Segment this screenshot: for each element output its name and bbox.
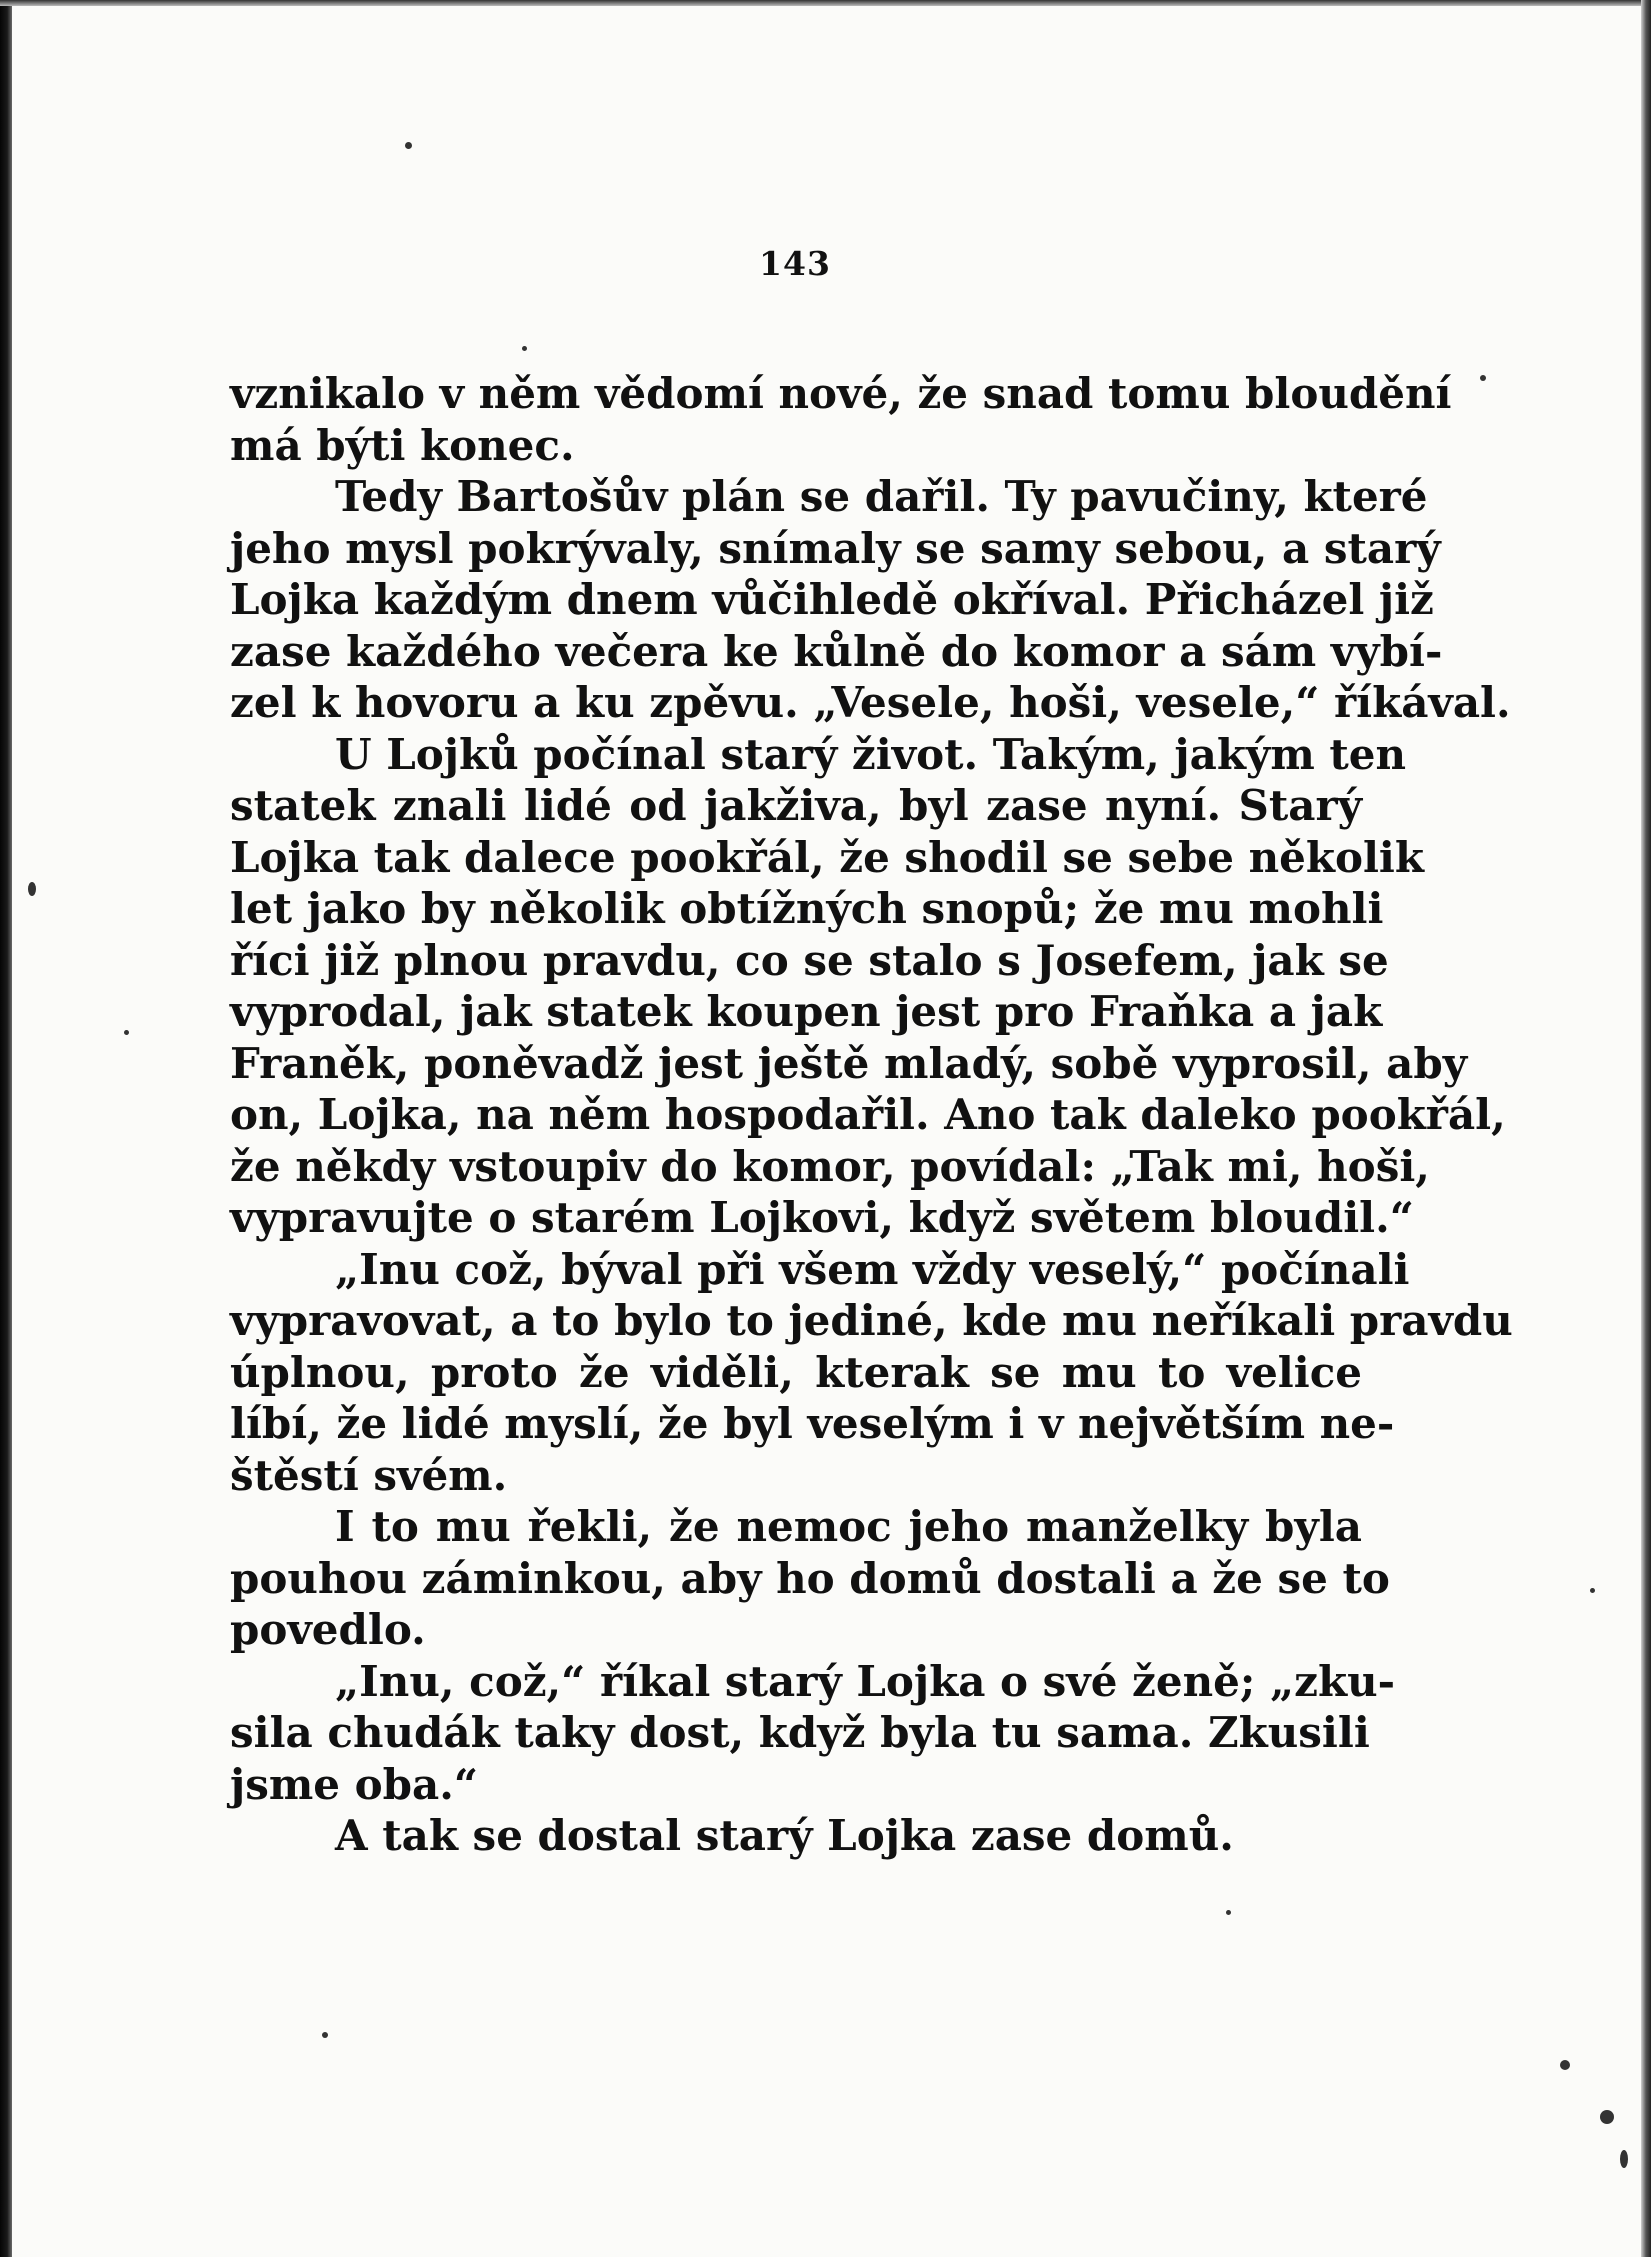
- text-line: Lojka tak dalece pookřál, že shodil se sebe několik: [230, 832, 1424, 882]
- text-line: zel k hovoru a ku zpěvu. „Vesele, hoši, vesele,“ říkával.: [230, 678, 1511, 727]
- text-line: má býti konec.: [230, 420, 575, 470]
- scan-border-left: [0, 0, 12, 2257]
- text-line: statek znali lidé od jakživa, byl zase nyní. Starý: [230, 781, 1362, 830]
- text-line: U Lojků počínal starý život. Takým, jakým ten: [335, 729, 1407, 779]
- dust-speck: [28, 882, 36, 896]
- text-line: vypravujte o starém Lojkovi, když světem bloudil.“: [230, 1193, 1414, 1242]
- text-line: že někdy vstoupiv do komor, povídal: „Tak mi, hoši,: [230, 1141, 1430, 1191]
- text-line: let jako by několik obtížných snopů; že mu mohli: [230, 884, 1384, 933]
- dust-speck: [1480, 375, 1486, 381]
- text-line: Franěk, poněvadž jest ještě mladý, sobě vyprosil, aby: [230, 1038, 1468, 1088]
- text-line: A tak se dostal starý Lojka zase domů.: [335, 1811, 1234, 1860]
- text-line: jsme oba.“: [230, 1759, 479, 1809]
- text-line: Lojka každým dnem vůčihledě okříval. Přicházel již: [230, 575, 1434, 624]
- text-line: štěstí svém.: [230, 1450, 508, 1500]
- text-line: jeho mysl pokrývaly, snímaly se samy sebou, a starý: [230, 523, 1441, 573]
- dust-speck: [1600, 2110, 1614, 2124]
- scan-border-right: [1641, 0, 1651, 2257]
- text-line: vypravovat, a to bylo to jediné, kde mu neříkali pravdu: [230, 1296, 1513, 1345]
- text-line: I to mu řekli, že nemoc jeho manželky byla: [335, 1502, 1362, 1551]
- page-number: 143: [759, 244, 831, 283]
- dust-speck: [1226, 1910, 1231, 1915]
- dust-speck: [322, 2032, 328, 2038]
- dust-speck: [522, 346, 527, 351]
- text-line: vznikalo v něm vědomí nové, že snad tomu bloudění: [230, 369, 1452, 418]
- text-line: říci již plnou pravdu, co se stalo s Josefem, jak se: [230, 935, 1389, 985]
- text-line: úplnou, proto že viděli, kterak se mu to velice: [230, 1347, 1362, 1397]
- dust-speck: [1620, 2150, 1628, 2168]
- scan-border-top: [0, 0, 1651, 6]
- text-line: vyprodal, jak statek koupen jest pro Fraňka a jak: [230, 987, 1383, 1036]
- text-line: „Inu což, býval při všem vždy veselý,“ počínali: [335, 1244, 1410, 1294]
- text-line: povedlo.: [230, 1605, 426, 1654]
- text-line: Tedy Bartošův plán se dařil. Ty pavučiny, které: [335, 472, 1428, 521]
- text-line: zase každého večera ke kůlně do komor a sám vybí-: [230, 626, 1443, 676]
- text-line: pouhou záminkou, aby ho domů dostali a že se to: [230, 1553, 1390, 1603]
- dust-speck: [405, 142, 412, 149]
- text-line: on, Lojka, na něm hospodařil. Ano tak daleko pookřál,: [230, 1090, 1506, 1139]
- text-line: „Inu, což,“ říkal starý Lojka o své ženě; „zku-: [335, 1656, 1396, 1706]
- body-text: [230, 368, 1513, 1862]
- text-line: líbí, že lidé myslí, že byl veselým i v největším ne-: [230, 1399, 1395, 1448]
- dust-speck: [1590, 1588, 1595, 1593]
- dust-speck: [1560, 2060, 1570, 2070]
- dust-speck: [124, 1030, 129, 1035]
- text-line: sila chudák taky dost, když byla tu sama. Zkusili: [230, 1708, 1370, 1757]
